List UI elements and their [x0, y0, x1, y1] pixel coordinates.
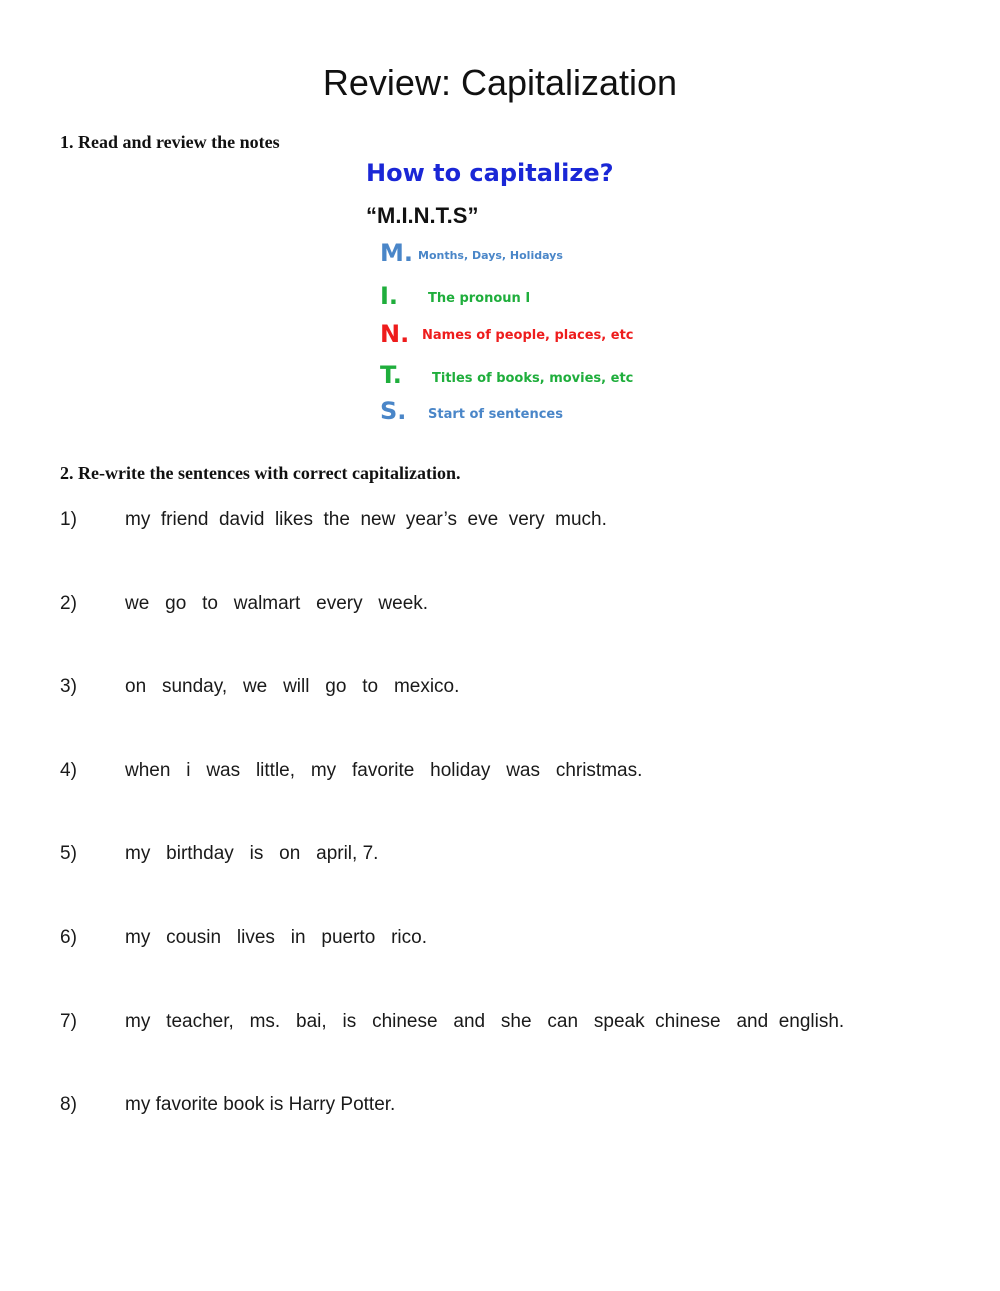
mints-letter: M. — [380, 239, 413, 267]
sentence-number: 6) — [60, 927, 77, 948]
sentence-item — [60, 924, 960, 952]
sentence-item — [60, 840, 960, 868]
mints-description: The pronoun I — [428, 291, 531, 306]
sentence-text: when i was little, my favorite holiday was christmas. — [125, 760, 643, 781]
sentence-number: 1) — [60, 509, 77, 530]
sentence-item — [60, 506, 960, 534]
mints-row-t — [380, 360, 680, 394]
page-title: Review: Capitalization — [322, 62, 678, 103]
sentence-text: on sunday, we will go to mexico. — [125, 676, 460, 697]
mints-description: Months, Days, Holidays — [418, 249, 563, 262]
sentence-number: 5) — [60, 843, 77, 864]
mints-letter: T. — [380, 361, 402, 389]
section-2-heading: 2. Re-write the sentences with correct capitalization. — [60, 463, 461, 483]
notes-title: How to capitalize? — [366, 159, 614, 187]
sentence-text: my friend david likes the new year’s eve very much. — [125, 509, 607, 530]
mints-notes-graphic — [366, 155, 686, 445]
mints-description: Titles of books, movies, etc — [432, 371, 634, 386]
sentence-number: 3) — [60, 676, 77, 697]
mints-letter: I. — [380, 282, 399, 310]
sentence-text: my favorite book is Harry Potter. — [125, 1094, 396, 1115]
mints-row-s — [380, 396, 680, 430]
mints-row-i — [380, 281, 680, 315]
notes-acronym: “M.I.N.T.S” — [366, 203, 479, 228]
sentence-number: 2) — [60, 593, 77, 614]
mints-row-n — [380, 319, 680, 353]
sentence-item — [60, 673, 960, 701]
sentence-item — [60, 757, 960, 785]
sentence-number: 4) — [60, 760, 77, 781]
mints-row-m — [380, 238, 680, 272]
sentence-text: my teacher, ms. bai, is chinese and she can speak chinese and english. — [125, 1011, 845, 1032]
sentence-text: we go to walmart every week. — [125, 593, 429, 614]
section-1-heading: 1. Read and review the notes — [60, 132, 280, 152]
mints-letter: S. — [380, 397, 407, 425]
sentence-number: 8) — [60, 1094, 77, 1115]
sentence-item — [60, 1008, 960, 1036]
sentence-item — [60, 590, 960, 618]
sentence-item — [60, 1091, 960, 1119]
sentence-text: my birthday is on april, 7. — [125, 843, 379, 864]
sentence-text: my cousin lives in puerto rico. — [125, 927, 427, 948]
mints-letter: N. — [380, 320, 410, 348]
mints-description: Start of sentences — [428, 407, 563, 422]
mints-description: Names of people, places, etc — [422, 328, 634, 343]
sentence-number: 7) — [60, 1011, 77, 1032]
